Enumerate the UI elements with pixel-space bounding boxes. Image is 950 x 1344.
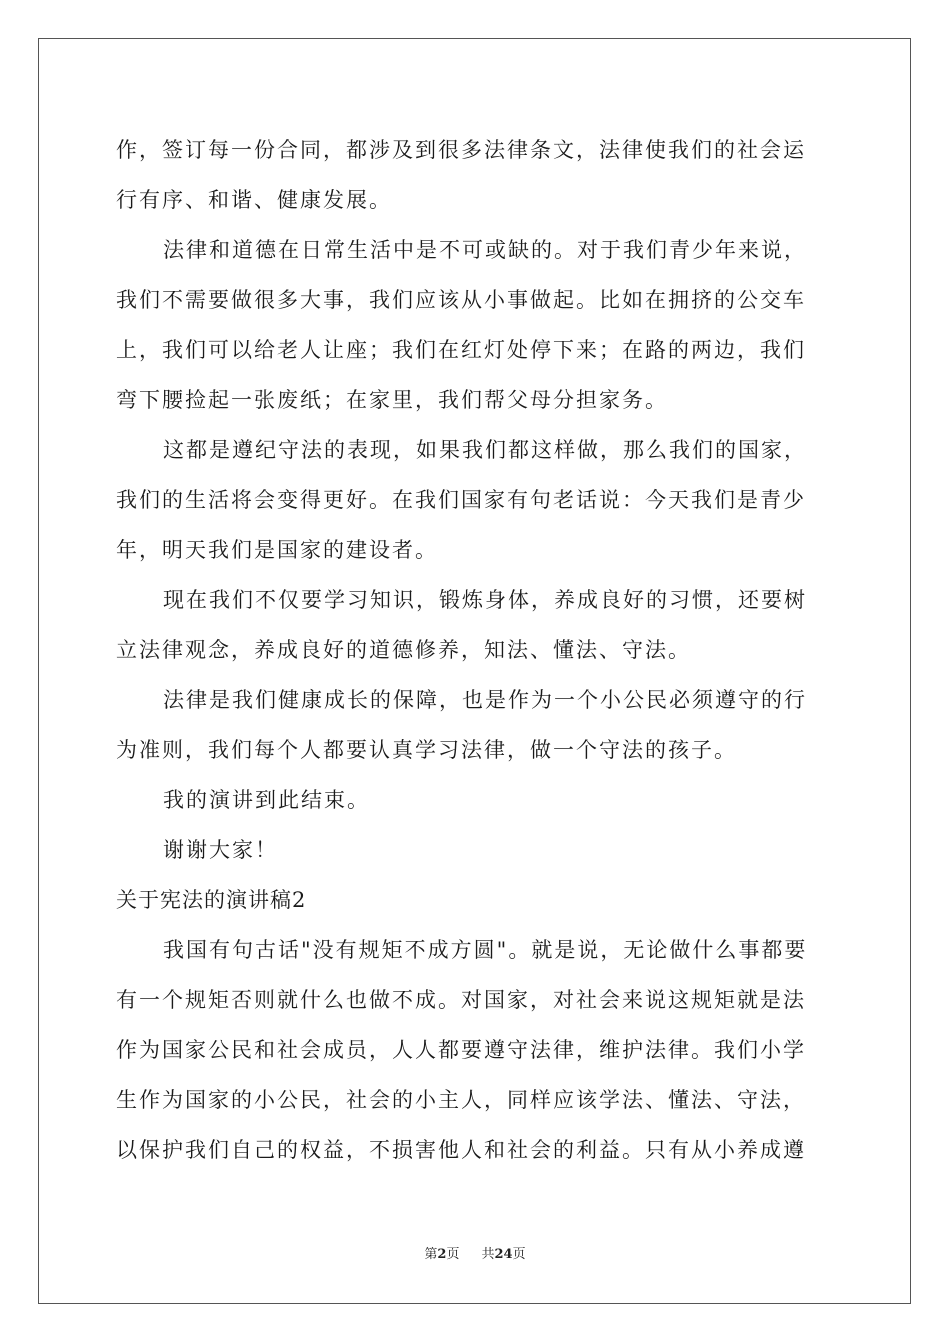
paragraph-start-line: 我国有句古话"没有规矩不成方圆"。就是说，无论做什么事都要 xyxy=(163,938,808,962)
footer-page-prefix: 第 xyxy=(424,1247,438,1262)
body-line: 我们不需要做很多大事，我们应该从小事做起。比如在拥挤的公交车 xyxy=(116,288,806,312)
footer-page-number: 2 xyxy=(437,1247,447,1262)
section-heading: 关于宪法的演讲稿2 xyxy=(116,888,307,912)
paragraph-start-line: 谢谢大家！ xyxy=(163,838,278,862)
body-line: 以保护我们自己的权益，不损害他人和社会的利益。只有从小养成遵 xyxy=(116,1138,806,1162)
body-line: 弯下腰捡起一张废纸；在家里，我们帮父母分担家务。 xyxy=(116,388,668,412)
body-line: 作，签订每一份合同，都涉及到很多法律条文，法律使我们的社会运 xyxy=(116,138,806,162)
paragraph-start-line: 现在我们不仅要学习知识，锻炼身体，养成良好的习惯，还要树 xyxy=(163,588,807,612)
body-line: 年，明天我们是国家的建设者。 xyxy=(116,538,438,562)
body-line: 立法律观念，养成良好的道德修养，知法、懂法、守法。 xyxy=(116,638,691,662)
body-line: 有一个规矩否则就什么也做不成。对国家，对社会来说这规矩就是法 xyxy=(116,988,806,1012)
paragraph-start-line: 我的演讲到此结束。 xyxy=(163,788,370,812)
paragraph-start-line: 法律和道德在日常生活中是不可或缺的。对于我们青少年来说， xyxy=(163,238,807,262)
body-line: 行有序、和谐、健康发展。 xyxy=(116,188,392,212)
body-line: 生作为国家的小公民，社会的小主人，同样应该学法、懂法、守法， xyxy=(116,1088,806,1112)
page-border xyxy=(38,38,911,1304)
footer-total-prefix: 共 xyxy=(481,1247,495,1262)
footer-total-suffix: 页 xyxy=(512,1247,526,1262)
body-line: 上，我们可以给老人让座；我们在红灯处停下来；在路的两边，我们 xyxy=(116,338,806,362)
body-line: 为准则，我们每个人都要认真学习法律，做一个守法的孩子。 xyxy=(116,738,737,762)
footer-total-pages: 24 xyxy=(494,1247,513,1262)
body-line: 作为国家公民和社会成员，人人都要遵守法律，维护法律。我们小学 xyxy=(116,1038,806,1062)
paragraph-start-line: 这都是遵纪守法的表现，如果我们都这样做，那么我们的国家， xyxy=(163,438,807,462)
paragraph-start-line: 法律是我们健康成长的保障，也是作为一个小公民必须遵守的行 xyxy=(163,688,807,712)
page-footer xyxy=(0,1246,950,1264)
footer-page-suffix: 页 xyxy=(446,1247,460,1262)
body-line: 我们的生活将会变得更好。在我们国家有句老话说：今天我们是青少 xyxy=(116,488,806,512)
